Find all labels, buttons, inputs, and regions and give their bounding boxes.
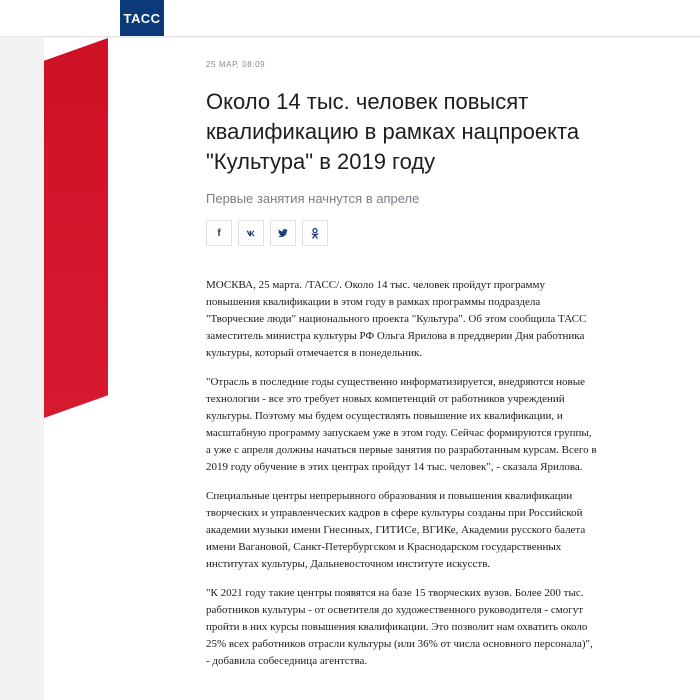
- twitter-icon: [278, 229, 288, 237]
- vk-share-button[interactable]: [238, 220, 264, 246]
- odnoklassniki-share-button[interactable]: [302, 220, 328, 246]
- article-body: [206, 277, 598, 670]
- tass-logo[interactable]: ТАСС: [120, 0, 164, 36]
- article-paragraph: "К 2021 году такие центры появятся на базе 15 творческих вузов. Более 200 тыс. работников культуры - от осветителя до художественного руководителя - смогут пройти в них курсы повышения квалификации. Это позволит нам охватить около 25% всех работников отрасли культуры (или 36% от числа основного персонала)", - добавила собеседница агентства.: [206, 587, 593, 667]
- top-bar: [0, 0, 700, 37]
- vk-icon: [246, 230, 257, 237]
- facebook-icon: f: [217, 227, 221, 239]
- article-paragraph: Специальные центры непрерывного образования и повышения квалификации творческих и управленческих кадров в сфере культуры созданы при Российской академии музыки имени Гнесиных, ГИТИСе, ВГИКе, Академии русского балета имени Вагановой, Санкт-Петербургском и Краснодарском государственных институтах культуры, Дальневосточном институте искусств.: [206, 490, 586, 570]
- decorative-red-band: [44, 38, 108, 418]
- article-dateline: 25 МАР, 08:09: [206, 60, 266, 69]
- article-subtitle: Первые занятия начнутся в апреле: [206, 191, 420, 206]
- facebook-share-button[interactable]: [206, 220, 232, 246]
- article-paragraph: МОСКВА, 25 марта. /ТАСС/. Около 14 тыс. человек пройдут программу повышения квалификации в этом году в рамках программы подраздела "Творческие люди" национального проекта "Культура". Об этом сообщила ТАСС заместитель министра культуры РФ Ольга Ярилова в преддверии Дня работника культуры, который отмечается в понедельник.: [206, 279, 587, 359]
- share-buttons: [206, 220, 606, 246]
- article-title: Около 14 тыс. человек повысят квалификацию в рамках нацпроекта "Культура" в 2019 году: [206, 89, 580, 174]
- twitter-share-button[interactable]: [270, 220, 296, 246]
- article-paragraph: "Отрасль в последние годы существенно информатизируется, внедряются новые технологии - все это требует новых компетенций от работников учреждений культуры. Поэтому мы будем осуществлять повышение их квалификации, и масштабную программу запускаем уже в этом году. Сейчас формируются группы, а уже с апреля должны начаться первые занятия по разработанным курсам. Всего в 2019 году обучение в этих центрах пройдут 14 тыс. человек", - сказала Ярилова.: [206, 376, 597, 473]
- article-content: [206, 60, 606, 682]
- odnoklassniki-icon: [311, 228, 319, 239]
